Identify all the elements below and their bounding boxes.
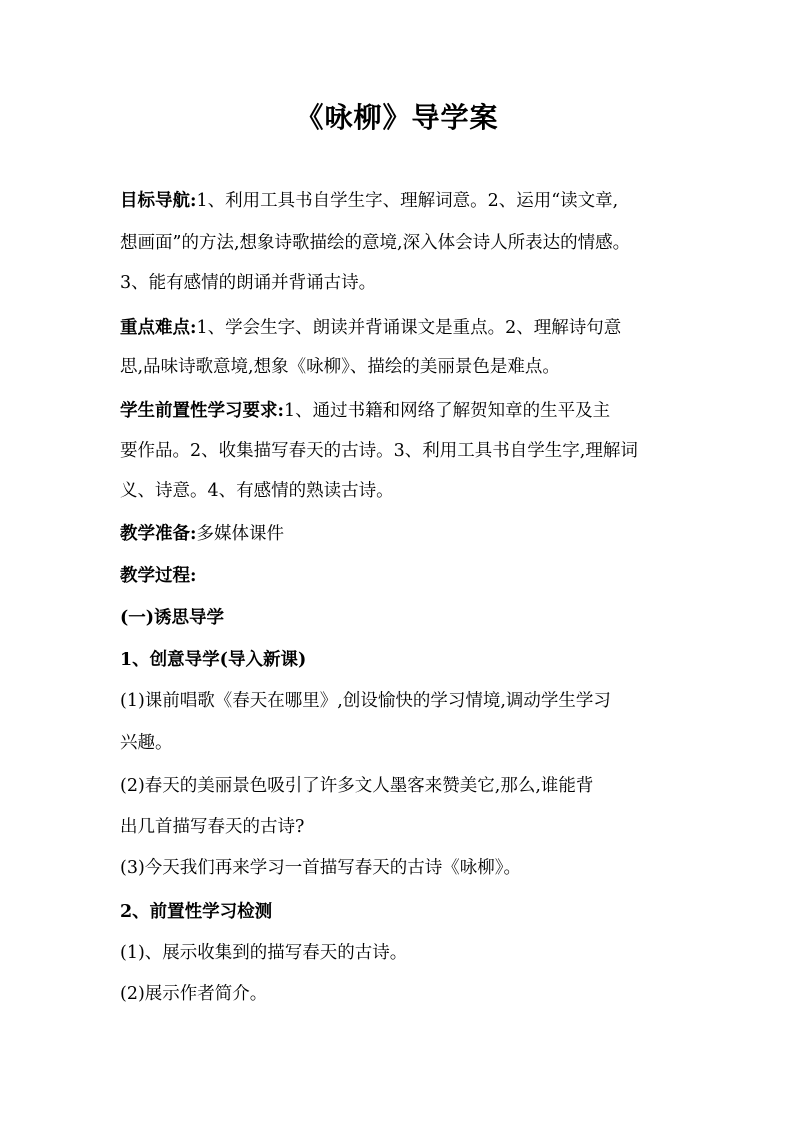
sub1-item2-line1: (2)春天的美丽景色吸引了许多文人墨客来赞美它,那么,谁能背: [120, 776, 594, 796]
sub1-item1-line2: 兴趣。: [120, 733, 173, 753]
sub2-item2: (2)展示作者简介。: [120, 984, 268, 1004]
pre-study-line-2: 要作品。2、收集描写春天的古诗。3、利用工具书自学生字,理解词: [120, 441, 638, 461]
pre-study-line-1: [120, 396, 680, 426]
pre-study-line-3: 义、诗意。4、有感情的熟读古诗。: [120, 481, 394, 501]
section-heading-1: (一)诱思导学: [120, 608, 225, 628]
pre-study-text-1: 1、通过书籍和网络了解贺知章的生平及主: [283, 401, 611, 421]
subsection-heading-1: 1、创意导学(导入新课): [120, 650, 307, 670]
preparation-text: 多媒体课件: [196, 524, 284, 544]
sub1-item2-line2: 出几首描写春天的古诗?: [120, 817, 305, 837]
sub1-item1-line1: (1)课前唱歌《春天在哪里》,创设愉快的学习情境,调动学生学习: [120, 691, 611, 711]
goals-line-1: [120, 186, 680, 216]
subsection-heading-2: 2、前置性学习检测: [120, 902, 273, 922]
pre-study-label: 学生前置性学习要求:: [120, 401, 284, 421]
key-points-text-1: 1、学会生字、朗读并背诵课文是重点。2、理解诗句意: [196, 318, 622, 338]
key-points-line-1: [120, 313, 680, 343]
goals-label: 目标导航:: [120, 191, 197, 211]
goals-line-3: 3、能有感情的朗诵并背诵古诗。: [120, 273, 377, 293]
page-title: 《咏柳》导学案: [295, 101, 499, 134]
goals-text-1: 1、利用工具书自学生字、理解词意。2、运用“读文章,: [196, 191, 619, 211]
goals-line-2: 想画面”的方法,想象诗歌描绘的意境,深入体会诗人所表达的情感。: [120, 233, 631, 253]
preparation-label: 教学准备:: [120, 524, 197, 544]
sub1-item3: (3)今天我们再来学习一首描写春天的古诗《咏柳》。: [120, 858, 522, 878]
key-points-line-2: 思,品味诗歌意境,想象《咏柳》、描绘的美丽景色是难点。: [120, 357, 560, 377]
process-label: 教学过程:: [120, 566, 197, 586]
key-points-label: 重点难点:: [120, 318, 197, 338]
preparation-line: [120, 519, 680, 549]
sub2-item1: (1)、展示收集到的描写春天的古诗。: [120, 943, 408, 963]
